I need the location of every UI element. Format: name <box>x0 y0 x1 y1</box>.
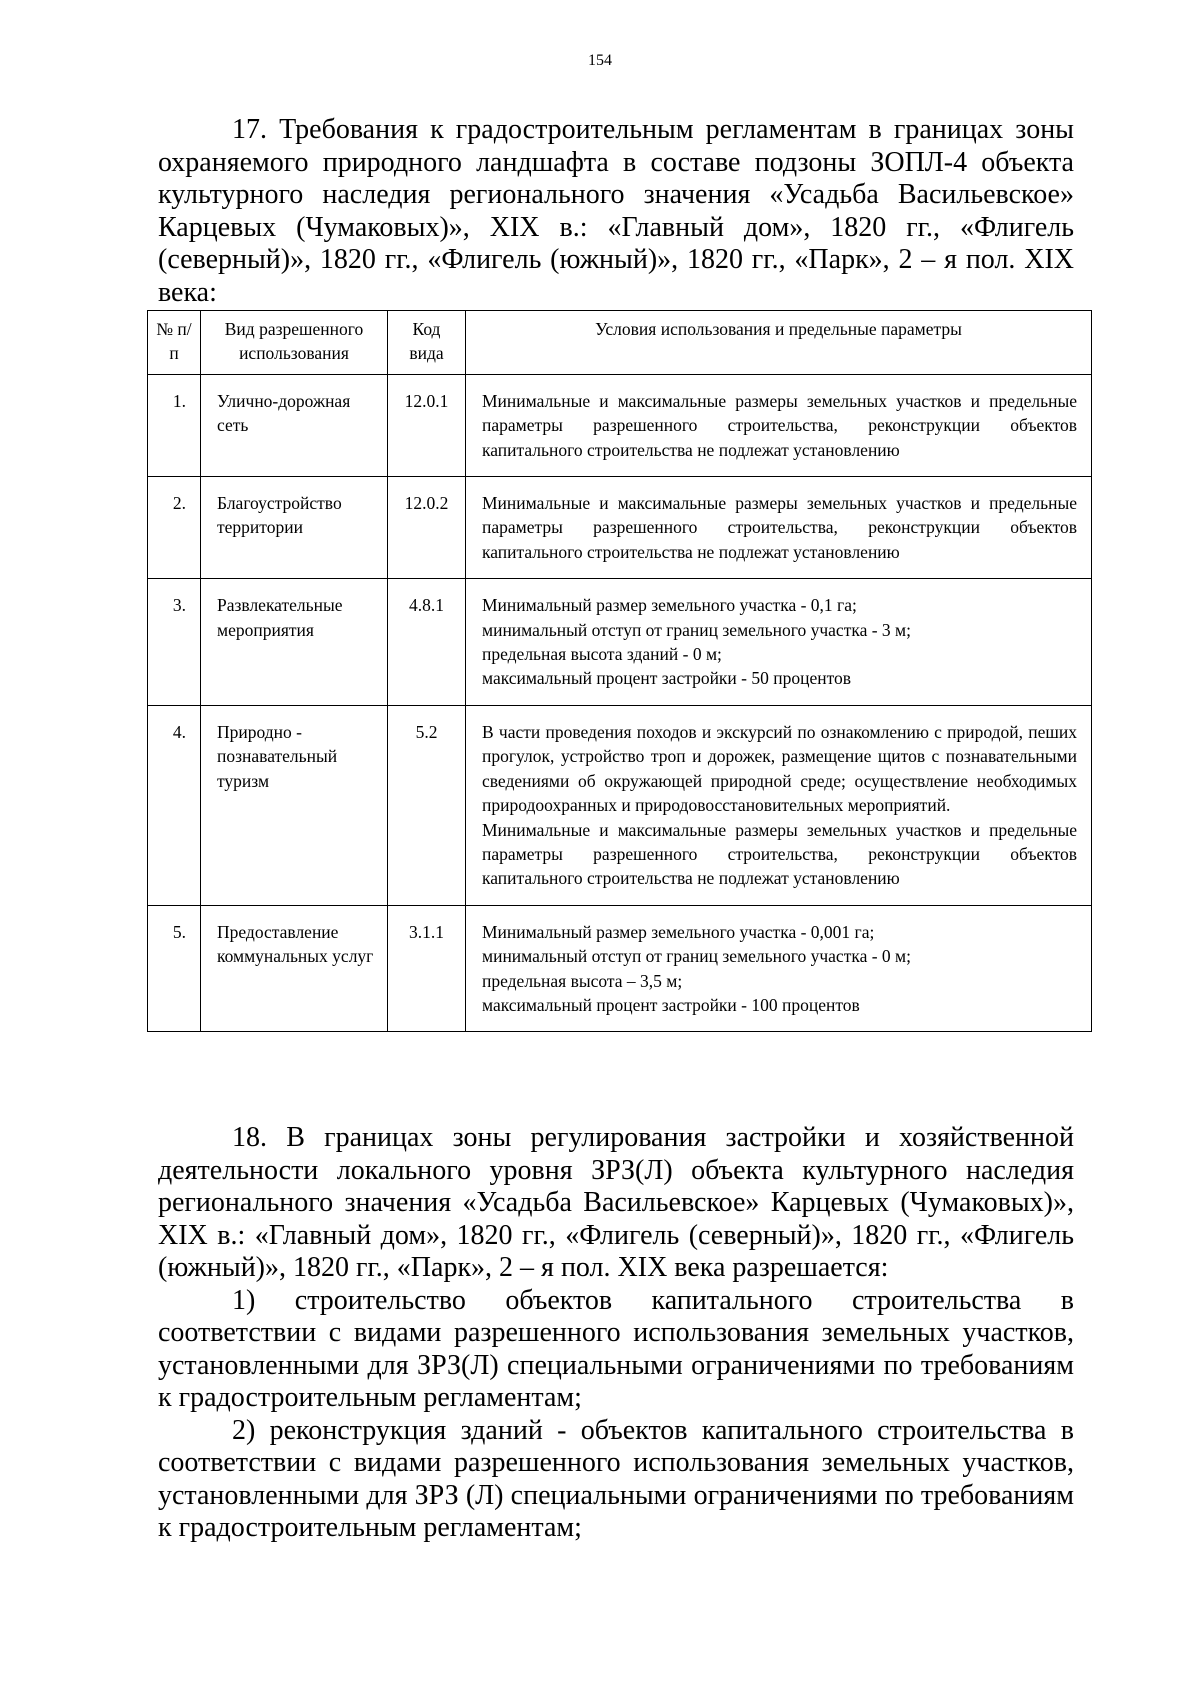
condition-line: Минимальные и максимальные размеры земельных участков и предельные параметры разрешенного строительства, реконструкции объектов капитального строительства не подлежат установлению <box>482 390 1077 460</box>
header-code: Код вида <box>388 311 466 375</box>
row-use: Развлекательные мероприятия <box>201 579 388 706</box>
condition-line: Минимальный размер земельного участка - 0,1 га; <box>482 595 857 616</box>
header-use: Вид разрешенного использования <box>201 311 388 375</box>
table-header-row <box>148 311 1092 375</box>
table-row <box>148 705 1092 905</box>
condition-line: В части проведения походов и экскурсий по ознакомлению с природой, пеших прогулок, устройство троп и дорожек, размещение щитов с познавательными сведениями об окружающей природной среде; осуществление необходимых природоохранных и природовосстановительных мероприятий. <box>482 721 1077 816</box>
condition-line: Минимальные и максимальные размеры земельных участков и предельные параметры разрешенного строительства, реконструкции объектов капитального строительства не подлежат установлению <box>482 493 1077 562</box>
condition-line: Минимальные и максимальные размеры земельных участков и предельные параметры разрешенного строительства, реконструкции объектов капитального строительства не подлежат установлению <box>482 819 1077 889</box>
table-row <box>148 579 1092 706</box>
section-18-intro: 18. В границах зоны регулирования застройки и хозяйственной деятельности локального уровня ЗРЗ(Л) объекта культурного наследия регионального значения «Усадьба Васильевское» Карцевых (Чумаковых)», XIX в.: «Главный дом», 1820 гг., «Флигель (северный)», 1820 гг., «Флигель (южный)», 1820 гг., «Парк», 2 – я пол. XIX века разрешается: <box>158 1122 1074 1283</box>
row-conditions <box>466 477 1092 579</box>
condition-line: предельная высота зданий - 0 м; <box>482 644 722 665</box>
row-use: Улично-дорожная сеть <box>201 374 388 476</box>
row-num: 1. <box>148 374 201 476</box>
row-num: 2. <box>148 477 201 579</box>
table-row <box>148 477 1092 579</box>
row-code: 5.2 <box>388 705 466 905</box>
header-num: № п/п <box>148 311 201 375</box>
row-use: Предоставление коммунальных услуг <box>201 905 388 1032</box>
row-use: Природно - познавательный туризм <box>201 705 388 905</box>
section-18 <box>158 1122 1074 1545</box>
condition-line: минимальный отступ от границ земельного участка - 3 м; <box>482 619 911 640</box>
condition-line: максимальный процент застройки - 50 процентов <box>482 668 852 689</box>
table-row <box>148 374 1092 476</box>
row-code: 12.0.2 <box>388 477 466 579</box>
condition-line: максимальный процент застройки - 100 процентов <box>482 994 860 1015</box>
row-conditions <box>466 374 1092 476</box>
row-conditions <box>466 705 1092 905</box>
condition-line: минимальный отступ от границ земельного участка - 0 м; <box>482 946 911 967</box>
section-17 <box>158 114 1074 309</box>
row-code: 12.0.1 <box>388 374 466 476</box>
row-conditions <box>466 905 1092 1032</box>
row-num: 5. <box>148 905 201 1032</box>
row-num: 4. <box>148 705 201 905</box>
header-conditions: Условия использования и предельные параметры <box>466 311 1092 375</box>
row-use: Благоустройство территории <box>201 477 388 579</box>
section-18-item-1: 1) строительство объектов капитального строительства в соответствии с видами разрешенного использования земельных участков, установленными для ЗРЗ(Л) специальными ограничениями по требованиям к градостроительным регламентам; <box>158 1284 1074 1413</box>
row-code: 3.1.1 <box>388 905 466 1032</box>
page-number: 154 <box>588 52 612 69</box>
section-18-item-2: 2) реконструкция зданий - объектов капитального строительства в соответствии с видами разрешенного использования земельных участков, установленными для ЗРЗ (Л) специальными ограничениями по требованиям к градостроительным регламентам; <box>158 1414 1074 1543</box>
row-num: 3. <box>148 579 201 706</box>
section-17-paragraph: 17. Требования к градостроительным регламентам в границах зоны охраняемого природного ландшафта в составе подзоны ЗОПЛ-4 объекта культурного наследия регионального значения «Усадьба Васильевское» Карцевых (Чумаковых)», XIX в.: «Главный дом», 1820 гг., «Флигель (северный)», 1820 гг., «Флигель (южный)», 1820 гг., «Парк», 2 – я пол. XIX века: <box>158 114 1074 308</box>
condition-line: Минимальный размер земельного участка - 0,001 га; <box>482 921 875 942</box>
condition-line: предельная высота – 3,5 м; <box>482 970 683 991</box>
requirements-table <box>147 310 1092 1032</box>
row-conditions <box>466 579 1092 706</box>
table-row <box>148 905 1092 1032</box>
row-code: 4.8.1 <box>388 579 466 706</box>
